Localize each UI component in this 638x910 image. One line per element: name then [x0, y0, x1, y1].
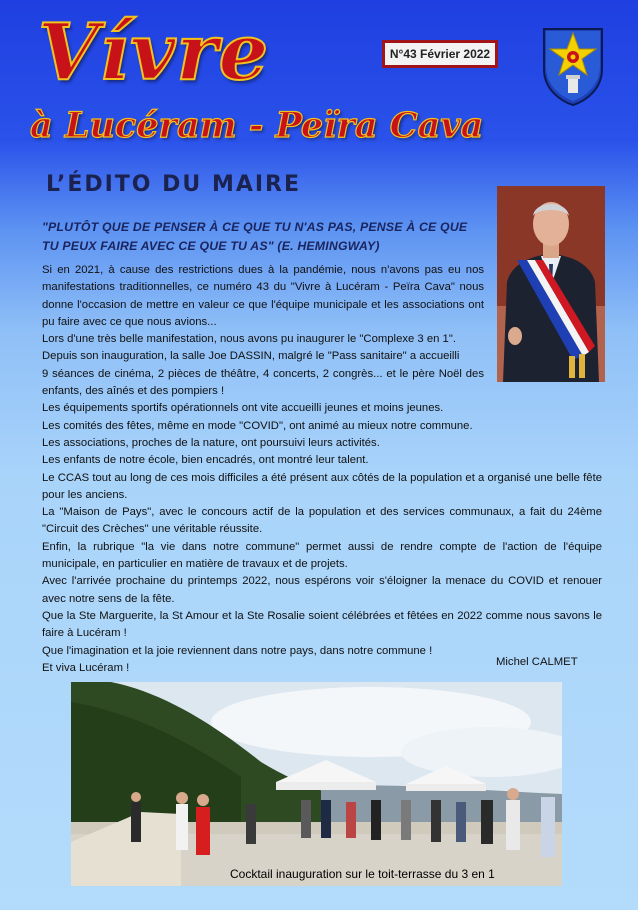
edito-paragraph: Lors d'une très belle manifestation, nous avons pu inaugurer le "Complexe 3 en 1". — [42, 333, 456, 346]
quote-line-1: "PLUTÔT QUE DE PENSER À CE QUE TU N'AS PAS, PENSE À CE QUE — [42, 220, 468, 234]
edito-paragraph: Que l'imagination et la joie reviennent dans notre pays, dans notre commune ! — [42, 644, 433, 657]
inauguration-photo — [71, 682, 562, 886]
edito-body — [42, 262, 602, 677]
issue-badge: N°43 Février 2022 — [382, 40, 498, 68]
edito-paragraph: Si en 2021, à cause des restrictions dues à la pandémie, nous n'avons pas eu nos manifestations traditionnelles, ce numéro 43 du "Vivre à Lucéram - Peïra Cava" nous donne l'occasion de mettre en valeur ce que l'équipe municipale et les associations ont pu faire avec ce que nous avions... — [42, 264, 484, 328]
mayor-signature: Michel CALMET — [496, 656, 578, 668]
hemingway-quote — [42, 218, 472, 256]
edito-paragraph: Enfin, la rubrique "la vie dans notre commune" permet aussi de rendre compte de l'action de l'équipe municipale, en particulier en matière de travaux et de projets. — [42, 540, 602, 571]
edito-paragraph: Avec l'arrivée prochaine du printemps 2022, nous espérons voir s'éloigner la menace du COVID et renouer avec notre sens de la fête. — [42, 575, 602, 605]
magazine-subtitle: à Lucéram - Peïra Cava — [30, 105, 484, 146]
magazine-title: Vívre — [38, 7, 270, 98]
edito-paragraph: Depuis son inauguration, la salle Joe DASSIN, malgré le "Pass sanitaire" a accueilli — [42, 350, 460, 363]
quote-line-2: TU PEUX FAIRE AVEC CE QUE TU AS" (E. HEMINGWAY) — [42, 239, 380, 253]
edito-paragraph: Les équipements sportifs opérationnels ont vite accueilli jeunes et moins jeunes. — [42, 402, 444, 415]
edito-paragraph: 9 séances de cinéma, 2 pièces de théâtre, 4 concerts, 2 congrès... et le père Noël des enfants, des aînés et des pompiers ! — [42, 367, 484, 398]
edito-paragraph: La "Maison de Pays", avec le concours actif de la population et des services communaux, a fait du 24ème "Circuit des Crèches" une véritable réussite. — [42, 506, 602, 536]
edito-paragraph: Le CCAS tout au long de ces mois difficiles a été présent aux côtés de la population et a organisé une belle fête pour les anciens. — [42, 471, 602, 501]
edito-paragraph: Les comités des fêtes, même en mode "COVID", ont animé au mieux notre commune. — [42, 419, 473, 432]
edito-heading: L’ÉDITO DU MAIRE — [46, 172, 302, 197]
edito-paragraph: Les associations, proches de la nature, ont poursuivi leurs activités. — [42, 436, 380, 449]
edito-paragraph: Les enfants de notre école, bien encadrés, ont montré leur talent. — [42, 454, 369, 467]
edito-paragraph: Que la Ste Marguerite, la St Amour et la Ste Rosalie soient célébrées et fêtées en 2022 comme nous savons le faire à Lucéram ! — [42, 609, 602, 640]
photo-caption: Cocktail inauguration sur le toit-terrasse du 3 en 1 — [230, 867, 495, 881]
coat-of-arms-icon — [538, 25, 608, 107]
edito-paragraph: Et viva Lucéram ! — [42, 661, 130, 674]
